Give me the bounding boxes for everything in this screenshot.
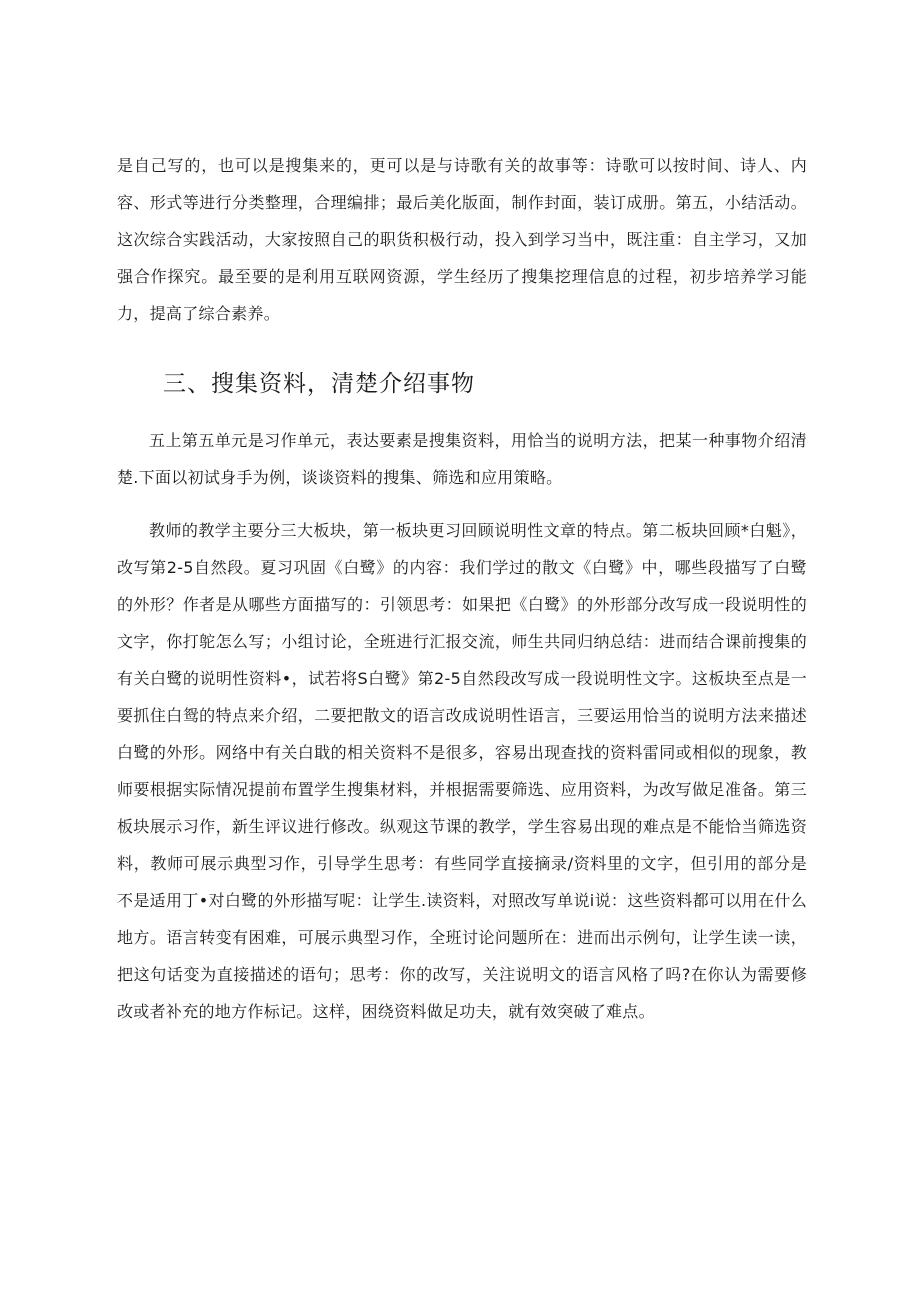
section-heading: 三、搜集资料，清楚介绍事物 [163,371,475,397]
body-paragraph-continuation: 是自己写的，也可以是搜集来的，更可以是与诗歌有关的故事等：诗歌可以按时间、诗人、内容、形式等进行分类整理，合理编排；最后美化版面，制作封面，装订成册。第五，小结活动。这次综合实践活动，大家按照自己的职货积极行动，投入到学习当中，既注重：自主学习，又加强合作探究。最至要的是利用互联网资源，学生经历了搜集挖理信息的过程，初步培养学习能力，提高了综合素养。 [117,156,807,323]
body-paragraph-intro: 五上第五单元是习作单元，表达要素是搜集资料，用恰当的说明方法，把某一种事物介绍清楚.下面以初试身手为例，谈谈资料的搜集、筛选和应用策略。 [117,431,807,487]
body-paragraph-teaching: 教师的教学主要分三大板块，第一板块更习回顾说明性文章的特点。第二板块回顾*白魁》，改写第2-5自然段。夏习巩固《白鹭》的内容：我们学过的散文《白鹭》中，哪些段描写了白鹭的外形？作者是从哪些方面描写的：引领思考：如果把《白鹭》的外形部分改写成一段说明性的文字，你打鸵怎么写；小组讨论，全班进行汇报交流，师生共同归纳总结：进而结合课前搜集的有关白鹭的说明性资料•，试若将S白鹭》第2-5自然段改写成一段说明性文字。这板块至点是一要抓住白鸳的特点来介绍，二要把散文的语言改成说明性语言，三要运用恰当的说明方法来描述白鹭的外形。网络中有关白戢的相关资料不是很多，容易出现查找的资料雷同或相似的现象，教师要根据实际情况提前布置学生搜集材料，并根据需要筛选、应用资料，为改写做足准备。第三板块展示习作，新生评议进行修改。纵观这节课的教学，学生容易出现的难点是不能恰当筛选资料，教师可展示典型习作，引导学生思考：有些同学直接摘录/资料里的文字，但引用的部分是不是适用丁•对白鹭的外形描写呢：让学生.读资料，对照改写单说i说：这些资料都可以用在什么地方。语言转变有困难，可展示典型习作，全班讨论问题所在：进而出示例句，让学生读一读，把这句话变为直接描述的语句；思考：你的改写，关注说明文的语言风格了吗?在你认为需要修改或者补充的地方作标记。这样，困绕资料做足功夫，就有效突破了难点。 [117,521,807,1021]
